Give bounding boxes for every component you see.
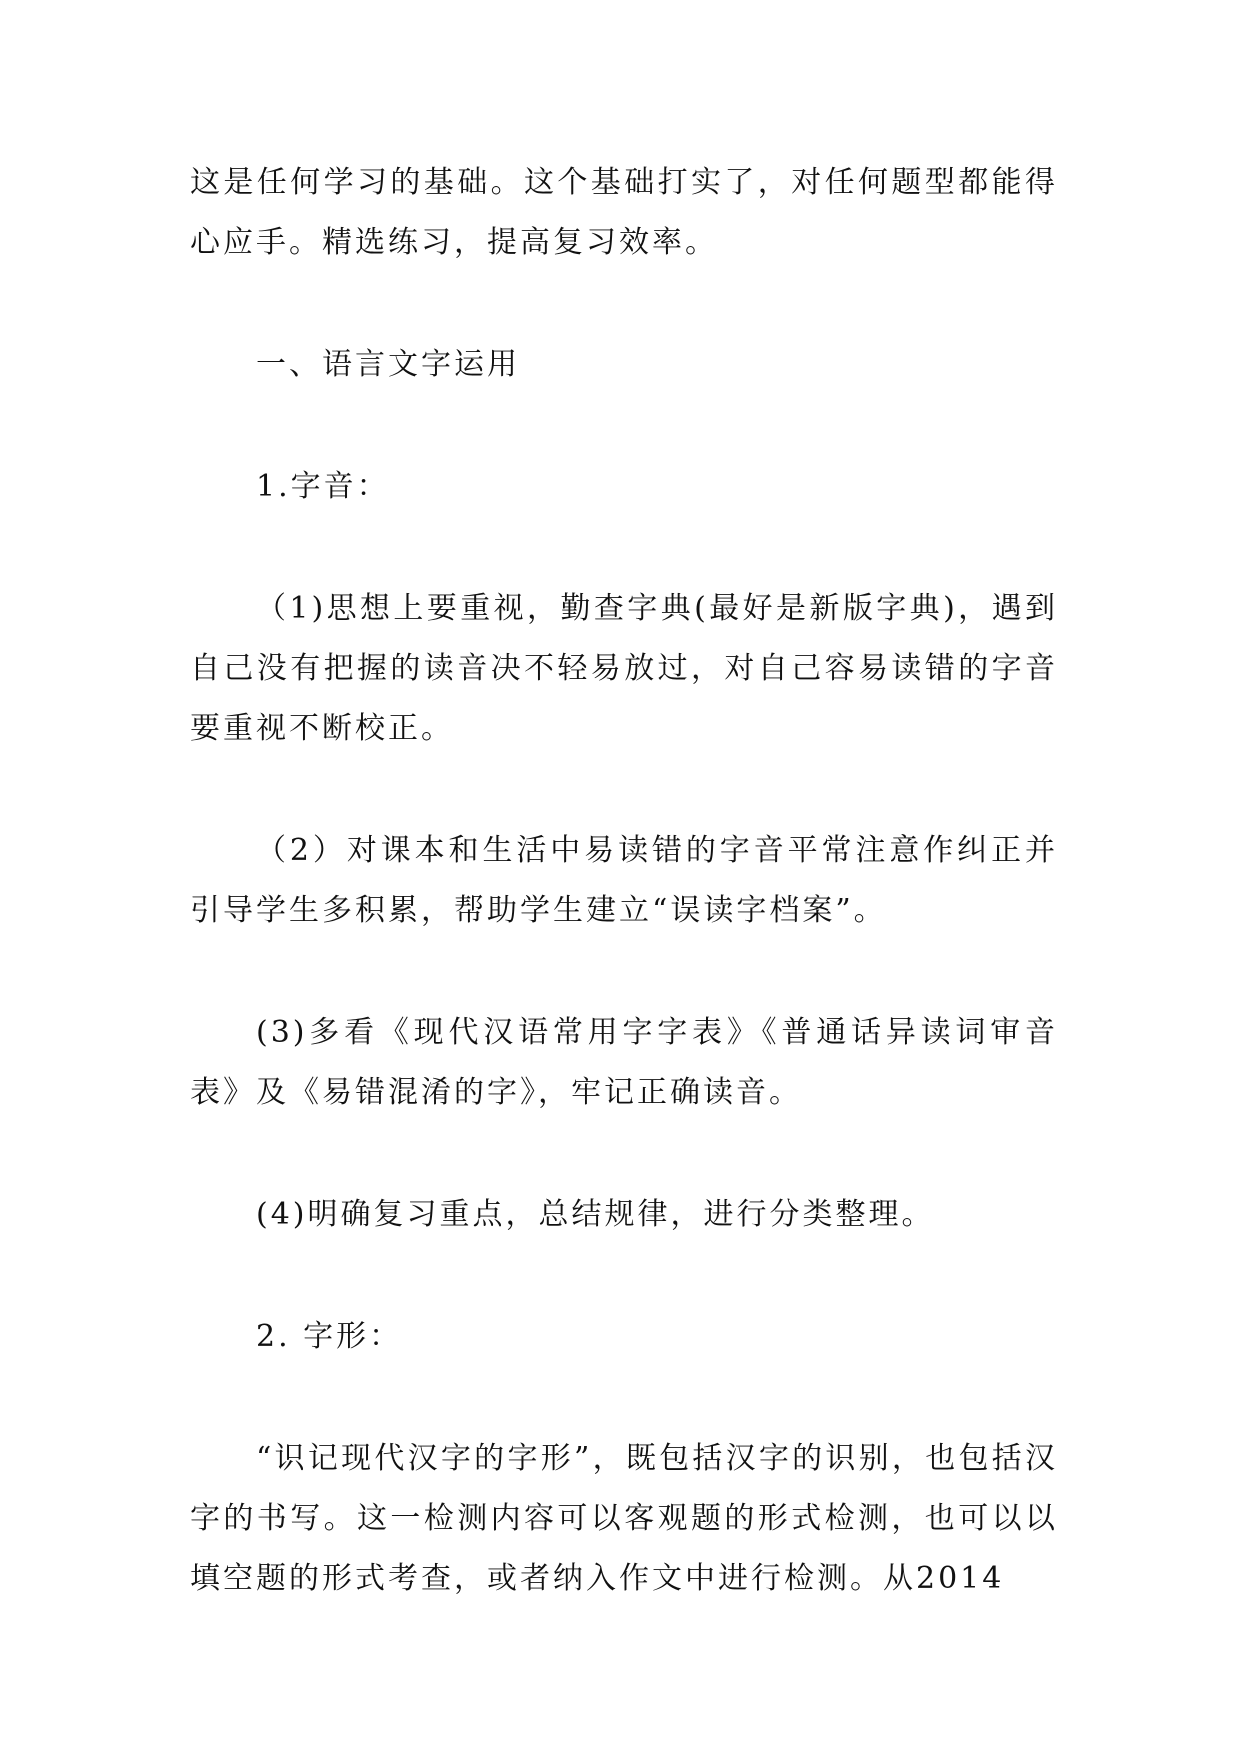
document-body: [190, 153, 1058, 1671]
paragraph-item-1: （1)思想上要重视，勤查字典(最好是新版字典)，遇到自己没有把握的读音决不轻易放过，对自己容易读错的字音要重视不断校正。: [190, 591, 1058, 746]
paragraph-item-4: (4)明确复习重点，总结规律，进行分类整理。: [256, 1197, 935, 1232]
paragraph-item-3: (3)多看《现代汉语常用字字表》《普通话异读词审音表》及《易错混淆的字》，牢记正确读音。: [190, 1015, 1058, 1110]
subheading-character-form: 2. 字形：: [256, 1319, 403, 1354]
section-heading-language-use: 一、语言文字运用: [256, 347, 520, 382]
paragraph-character-form: “识记现代汉字的字形”，既包括汉字的识别，也包括汉字的书写。这一检测内容可以客观题的形式检测，也可以以填空题的形式考查，或者纳入作文中进行检测。从2014: [190, 1441, 1058, 1596]
paragraph-intro-continued: 这是任何学习的基础。这个基础打实了，对任何题型都能得心应手。精选练习，提高复习效率。: [190, 165, 1058, 260]
subheading-pronunciation: 1.字音：: [256, 469, 390, 504]
paragraph-item-2: （2）对课本和生活中易读错的字音平常注意作纠正并引导学生多积累，帮助学生建立“误读字档案”。: [190, 833, 1058, 928]
